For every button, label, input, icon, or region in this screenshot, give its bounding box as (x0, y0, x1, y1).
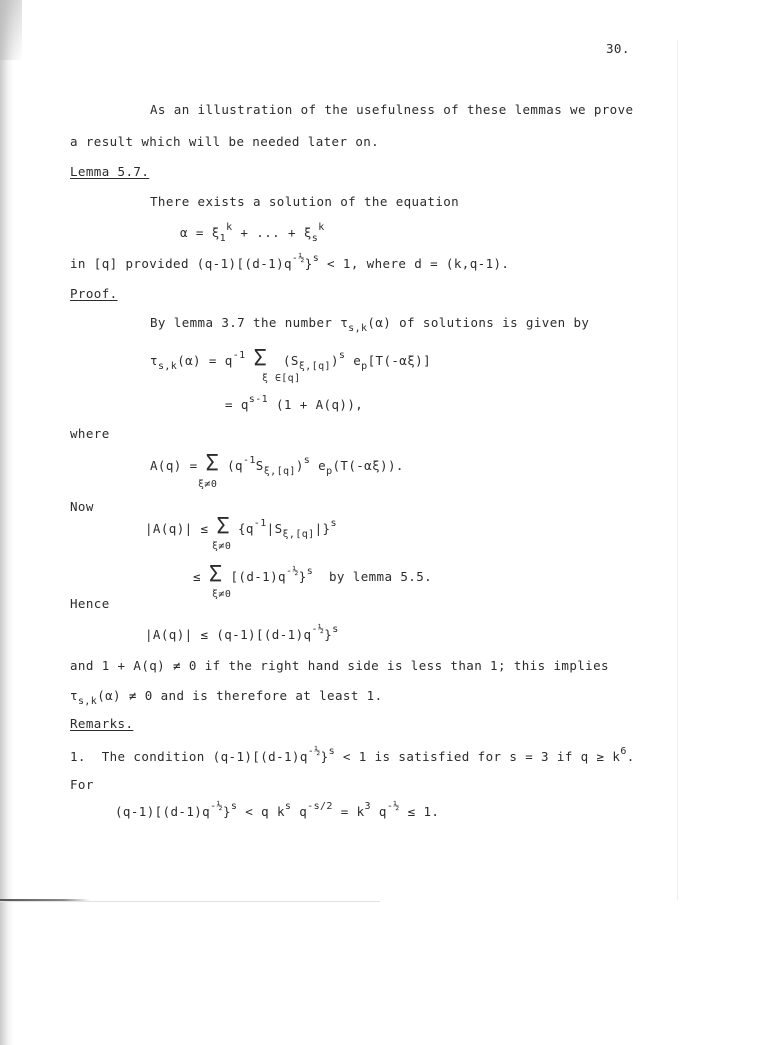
inequality-2: ≤ Σ $[(d-1)q^{-\frac{1}{2}}\}^s$ by lemma 5.5. (193, 562, 433, 587)
scan-rule-bottom (0, 901, 380, 902)
for-label: For (70, 777, 94, 792)
page-number: 30. (606, 41, 630, 56)
inequality-3: $|A(q)| \le (q-1)[(d-1)q^{-\frac{1}{2}}\}^s$ (145, 624, 339, 642)
A-sum-range: ξ≠0 (198, 479, 218, 490)
proviso-condition: in [q] provided $(q-1)[(d-1)q^{-\frac{1}{2}}\}^s < 1$, where d = (k,q-1). (70, 253, 510, 271)
tau-equation-line-2: = $q^{s-1}$ (1 + A(q)), (225, 394, 364, 412)
lemma-heading: Lemma 5.7. (70, 164, 150, 179)
equation-alpha: $\alpha = \xi_1^k$ + ... + $\xi_s^k$ (180, 222, 325, 244)
now-label: Now (70, 499, 94, 514)
final-inequality: $(q-1)[(d-1)q^{-\frac{1}{2}}\}^s < q$ $k^s$ $q^{-s/2} = k^3$ $q^{-\frac{1}{2}} \le 1$. (115, 801, 440, 819)
remark-1: 1. The condition $(q-1)[(d-1)q^{-\frac{1}{2}}\}^s < 1$ is satisfied for s = 3 if $q \ge k^6$. (70, 746, 635, 764)
inequality-1: |A(q)| ≤ Σ $\{q^{-1}|S_{\xi,[q]}|\}^s$ (145, 514, 337, 540)
intro-line-1: As an illustration of the usefulness of these lemmas we prove (150, 102, 634, 117)
remarks-heading: Remarks. (70, 716, 134, 731)
lemma-text: There exists a solution of the equation (150, 194, 460, 209)
proof-text: By lemma 3.7 the number $\tau_{s,k}(\alpha)$ of solutions is given by (150, 315, 590, 334)
proof-heading: Proof. (70, 286, 118, 301)
scan-shadow-corner (0, 0, 22, 60)
inequality-1-sum-range: ξ≠0 (212, 541, 232, 552)
scan-edge-right (677, 40, 678, 900)
hence-label: Hence (70, 596, 110, 611)
conclusion-line-1: and 1 + A(q) ≠ 0 if the right hand side is less than 1; this implies (70, 658, 609, 673)
inequality-2-sum-range: ξ≠0 (212, 589, 232, 600)
A-definition: A(q) = Σ $(q^{-1}S_{\xi,[q]})^s$ $e_p(T(-\alpha\xi))$. (150, 451, 404, 477)
scan-shadow-left (0, 0, 14, 1045)
where-label: where (70, 426, 110, 441)
intro-line-2: a result which will be needed later on. (70, 134, 380, 149)
tau-equation: $\tau_{s,k}(\alpha) = q^{-1}$ Σ $(S_{\xi,[q]})^s$ $e_p[T(-\alpha\xi)]$ (150, 346, 431, 372)
conclusion-line-2: $\tau_{s,k}(\alpha) \ne 0$ and is therefore at least 1. (70, 688, 383, 707)
tau-sum-range: ξ ∈[q] (262, 373, 301, 384)
